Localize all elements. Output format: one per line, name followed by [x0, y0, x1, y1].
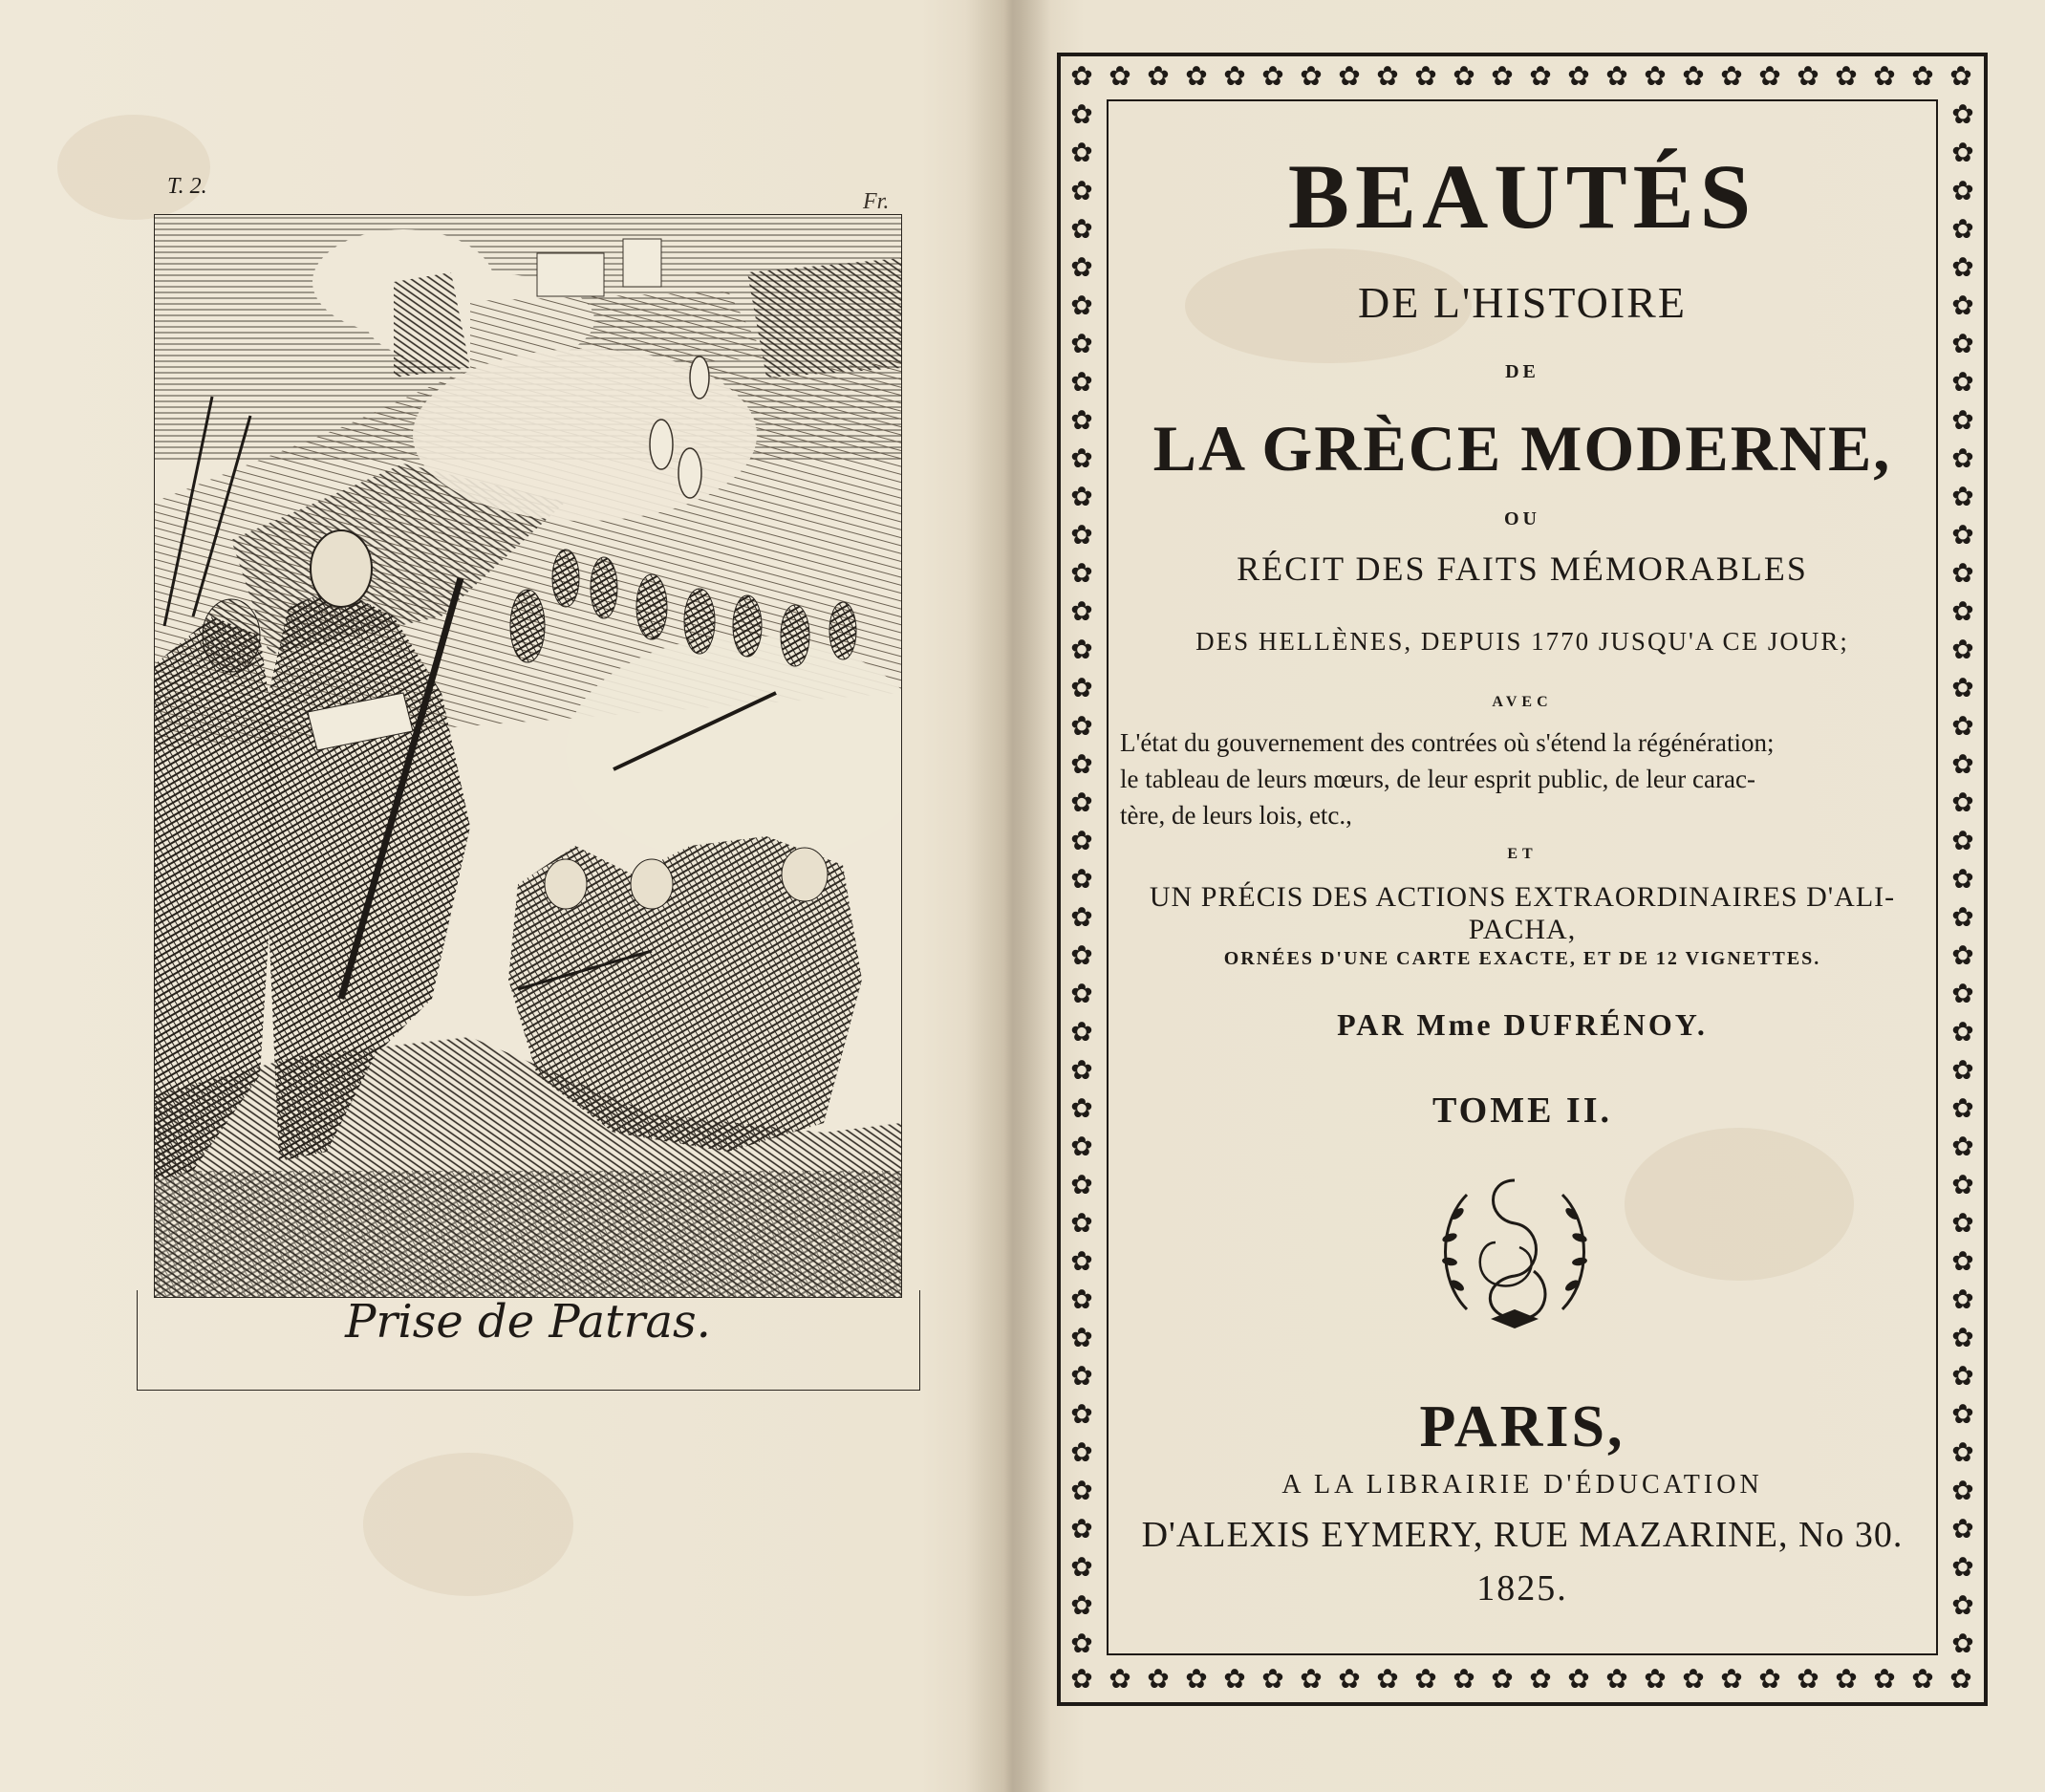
border-flower-ornament: ✿	[1070, 595, 1093, 627]
border-flower-ornament: ✿	[1070, 175, 1093, 206]
border-flower-ornament: ✿	[1567, 60, 1590, 92]
border-flower-ornament: ✿	[1414, 1663, 1437, 1695]
librairie-line: A LA LIBRAIRIE D'ÉDUCATION	[1281, 1470, 1763, 1500]
border-flower-ornament: ✿	[1070, 443, 1093, 474]
border-flower-ornament: ✿	[1070, 825, 1093, 856]
border-flower-ornament: ✿	[1758, 1663, 1781, 1695]
border-flower-ornament: ✿	[1951, 672, 1974, 703]
title-subject: LA GRÈCE MODERNE,	[1152, 412, 1892, 485]
border-flower-ornament: ✿	[1070, 1589, 1093, 1621]
border-flower-ornament: ✿	[1070, 748, 1093, 780]
border-flower-ornament: ✿	[1070, 1245, 1093, 1277]
border-flower-ornament: ✿	[1070, 787, 1093, 818]
border-flower-ornament: ✿	[1529, 60, 1552, 92]
publisher-monogram-emblem	[1429, 1166, 1601, 1343]
border-flower-ornament: ✿	[1720, 60, 1743, 92]
subtitle-recit: RÉCIT DES FAITS MÉMORABLES	[1237, 550, 1808, 588]
border-flower-ornament: ✿	[1951, 1054, 1974, 1086]
border-flower-ornament: ✿	[1070, 1663, 1093, 1695]
border-flower-ornament: ✿	[1376, 60, 1399, 92]
border-flower-ornament: ✿	[1951, 1360, 1974, 1392]
border-flower-ornament: ✿	[1951, 443, 1974, 474]
plate-frame	[137, 1290, 920, 1391]
subtitle-hellenes: DES HELLÈNES, DEPUIS 1770 JUSQU'A CE JOUR;	[1195, 627, 1849, 656]
border-flower-ornament: ✿	[1951, 748, 1974, 780]
title-connector: DE	[1505, 361, 1539, 382]
border-flower-ornament: ✿	[1070, 213, 1093, 245]
border-flower-ornament: ✿	[1070, 1551, 1093, 1583]
border-flower-ornament: ✿	[1338, 60, 1361, 92]
border-flower-ornament: ✿	[1261, 60, 1284, 92]
border-flower-ornament: ✿	[1491, 60, 1514, 92]
border-flower-ornament: ✿	[1300, 60, 1323, 92]
subtitle-precis: UN PRÉCIS DES ACTIONS EXTRAORDINAIRES D'ALI-PACHA,	[1149, 881, 1896, 945]
border-flower-ornament: ✿	[1070, 290, 1093, 321]
border-flower-ornament: ✿	[1070, 1436, 1093, 1468]
border-flower-ornament: ✿	[1951, 978, 1974, 1009]
border-flower-ornament: ✿	[1951, 901, 1974, 933]
description-line: tère, de leurs lois, etc.,	[1120, 801, 1352, 830]
border-flower-ornament: ✿	[1070, 366, 1093, 398]
border-flower-ornament: ✿	[1414, 60, 1437, 92]
border-flower-ornament: ✿	[1797, 60, 1819, 92]
publication-city: PARIS,	[1419, 1394, 1625, 1459]
border-flower-ornament: ✿	[1911, 60, 1934, 92]
border-flower-ornament: ✿	[1951, 1628, 1974, 1659]
border-flower-ornament: ✿	[1951, 1169, 1974, 1200]
border-flower-ornament: ✿	[1951, 1589, 1974, 1621]
border-flower-ornament: ✿	[1223, 1663, 1246, 1695]
border-flower-ornament: ✿	[1070, 939, 1093, 971]
border-flower-ornament: ✿	[1951, 595, 1974, 627]
border-flower-ornament: ✿	[1951, 137, 1974, 168]
publisher-address: D'ALEXIS EYMERY, RUE MAZARINE, No 30.	[1141, 1515, 1904, 1555]
border-flower-ornament: ✿	[1147, 1663, 1170, 1695]
engraving-illustration	[155, 215, 901, 1297]
border-flower-ornament: ✿	[1070, 1398, 1093, 1430]
border-flower-ornament: ✿	[1835, 1663, 1858, 1695]
title-et: ET	[1507, 846, 1538, 862]
border-flower-ornament: ✿	[1911, 1663, 1934, 1695]
border-flower-ornament: ✿	[1873, 1663, 1896, 1695]
border-flower-ornament: ✿	[1951, 328, 1974, 359]
border-flower-ornament: ✿	[1951, 939, 1974, 971]
border-flower-ornament: ✿	[1951, 290, 1974, 321]
border-flower-ornament: ✿	[1797, 1663, 1819, 1695]
border-flower-ornament: ✿	[1949, 60, 1972, 92]
border-flower-ornament: ✿	[1070, 1513, 1093, 1544]
border-flower-ornament: ✿	[1453, 1663, 1475, 1695]
border-flower-ornament: ✿	[1070, 1092, 1093, 1124]
border-flower-ornament: ✿	[1951, 1398, 1974, 1430]
border-flower-ornament: ✿	[1070, 557, 1093, 589]
book-gutter	[965, 0, 1051, 1792]
border-flower-ornament: ✿	[1376, 1663, 1399, 1695]
border-flower-ornament: ✿	[1951, 1551, 1974, 1583]
border-flower-ornament: ✿	[1951, 557, 1974, 589]
border-flower-ornament: ✿	[1951, 825, 1974, 856]
book-subtitle: DE L'HISTOIRE	[1358, 278, 1687, 327]
title-avec: AVEC	[1492, 694, 1553, 710]
border-flower-ornament: ✿	[1644, 60, 1667, 92]
border-flower-ornament: ✿	[1070, 404, 1093, 436]
border-flower-ornament: ✿	[1682, 60, 1705, 92]
border-flower-ornament: ✿	[1070, 978, 1093, 1009]
border-flower-ornament: ✿	[1070, 1054, 1093, 1086]
book-title: BEAUTÉS	[1287, 145, 1757, 248]
border-flower-ornament: ✿	[1567, 1663, 1590, 1695]
border-flower-ornament: ✿	[1951, 1245, 1974, 1277]
border-flower-ornament: ✿	[1835, 60, 1858, 92]
border-flower-ornament: ✿	[1951, 481, 1974, 512]
border-flower-ornament: ✿	[1951, 175, 1974, 206]
engraving-caption: Prise de Patras.	[345, 1295, 711, 1349]
description-line: L'état du gouvernement des contrées où s'étend la régénération;	[1120, 728, 1775, 757]
border-flower-ornament: ✿	[1109, 60, 1131, 92]
border-flower-ornament: ✿	[1951, 1436, 1974, 1468]
border-flower-ornament: ✿	[1070, 634, 1093, 665]
border-flower-ornament: ✿	[1951, 1016, 1974, 1047]
border-flower-ornament: ✿	[1951, 213, 1974, 245]
border-flower-ornament: ✿	[1951, 787, 1974, 818]
border-flower-ornament: ✿	[1070, 672, 1093, 703]
border-flower-ornament: ✿	[1070, 1628, 1093, 1659]
border-flower-ornament: ✿	[1951, 366, 1974, 398]
border-flower-ornament: ✿	[1070, 1360, 1093, 1392]
volume-number: TOME II.	[1432, 1090, 1612, 1131]
border-flower-ornament: ✿	[1070, 1131, 1093, 1162]
publication-year: 1825.	[1476, 1568, 1568, 1608]
border-flower-ornament: ✿	[1070, 863, 1093, 895]
border-flower-ornament: ✿	[1951, 1284, 1974, 1315]
border-flower-ornament: ✿	[1070, 60, 1093, 92]
border-flower-ornament: ✿	[1951, 519, 1974, 551]
border-flower-ornament: ✿	[1070, 1016, 1093, 1047]
border-flower-ornament: ✿	[1951, 710, 1974, 742]
border-flower-ornament: ✿	[1185, 1663, 1208, 1695]
border-flower-ornament: ✿	[1070, 901, 1093, 933]
border-flower-ornament: ✿	[1951, 404, 1974, 436]
border-flower-ornament: ✿	[1951, 251, 1974, 283]
border-flower-ornament: ✿	[1109, 1663, 1131, 1695]
border-flower-ornament: ✿	[1070, 481, 1093, 512]
border-flower-ornament: ✿	[1338, 1663, 1361, 1695]
border-flower-ornament: ✿	[1644, 1663, 1667, 1695]
border-flower-ornament: ✿	[1223, 60, 1246, 92]
border-flower-ornament: ✿	[1951, 1207, 1974, 1239]
border-flower-ornament: ✿	[1951, 98, 1974, 130]
border-flower-ornament: ✿	[1070, 1207, 1093, 1239]
border-flower-ornament: ✿	[1070, 328, 1093, 359]
plate-number: T. 2.	[167, 174, 207, 199]
border-flower-ornament: ✿	[1529, 1663, 1552, 1695]
author-line: PAR Mme DUFRÉNOY.	[1337, 1007, 1708, 1042]
border-flower-ornament: ✿	[1951, 1475, 1974, 1506]
border-flower-ornament: ✿	[1070, 1284, 1093, 1315]
border-flower-ornament: ✿	[1070, 519, 1093, 551]
border-flower-ornament: ✿	[1070, 137, 1093, 168]
border-flower-ornament: ✿	[1951, 1092, 1974, 1124]
border-flower-ornament: ✿	[1070, 1322, 1093, 1353]
border-flower-ornament: ✿	[1147, 60, 1170, 92]
border-flower-ornament: ✿	[1758, 60, 1781, 92]
border-flower-ornament: ✿	[1453, 60, 1475, 92]
border-flower-ornament: ✿	[1300, 1663, 1323, 1695]
border-flower-ornament: ✿	[1951, 1322, 1974, 1353]
border-flower-ornament: ✿	[1951, 863, 1974, 895]
plate-mark: Fr.	[863, 189, 890, 214]
border-flower-ornament: ✿	[1070, 1475, 1093, 1506]
border-flower-ornament: ✿	[1605, 60, 1628, 92]
border-flower-ornament: ✿	[1491, 1663, 1514, 1695]
border-flower-ornament: ✿	[1951, 634, 1974, 665]
border-flower-ornament: ✿	[1951, 1513, 1974, 1544]
border-flower-ornament: ✿	[1720, 1663, 1743, 1695]
border-flower-ornament: ✿	[1070, 710, 1093, 742]
border-flower-ornament: ✿	[1951, 1131, 1974, 1162]
description-line: le tableau de leurs mœurs, de leur esprit public, de leur carac-	[1120, 765, 1755, 793]
subtitle-ornees: ORNÉES D'UNE CARTE EXACTE, ET DE 12 VIGNETTES.	[1223, 948, 1821, 969]
border-flower-ornament: ✿	[1682, 1663, 1705, 1695]
border-flower-ornament: ✿	[1070, 251, 1093, 283]
border-flower-ornament: ✿	[1070, 1169, 1093, 1200]
border-flower-ornament: ✿	[1185, 60, 1208, 92]
title-description	[1120, 724, 1930, 833]
border-flower-ornament: ✿	[1070, 98, 1093, 130]
border-flower-ornament: ✿	[1873, 60, 1896, 92]
border-flower-ornament: ✿	[1261, 1663, 1284, 1695]
frontispiece-engraving	[154, 214, 902, 1349]
title-or: OU	[1504, 508, 1540, 529]
border-flower-ornament: ✿	[1605, 1663, 1628, 1695]
border-flower-ornament: ✿	[1949, 1663, 1972, 1695]
